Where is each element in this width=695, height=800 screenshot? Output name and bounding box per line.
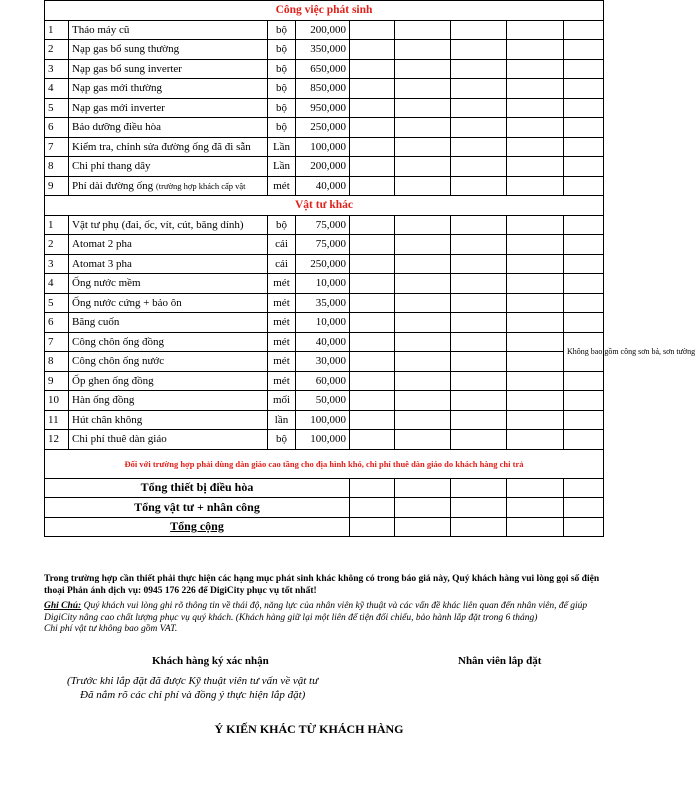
item-name — [69, 137, 268, 157]
empty-cell — [350, 118, 395, 138]
item-name-text: Công chôn ống đồng — [72, 335, 164, 348]
empty-cell — [451, 215, 507, 235]
table-row — [45, 215, 604, 235]
item-unit: bộ — [268, 20, 296, 40]
empty-cell — [564, 254, 604, 274]
ghi-chu — [44, 601, 609, 624]
item-name — [69, 40, 268, 60]
table-row — [45, 313, 604, 333]
item-name — [69, 176, 268, 196]
item-price: 100,000 — [296, 410, 350, 430]
empty-cell — [350, 391, 395, 411]
item-name — [69, 274, 268, 294]
item-unit: Lần — [268, 157, 296, 177]
item-unit: mét — [268, 293, 296, 313]
item-unit: bộ — [268, 98, 296, 118]
item-price: 75,000 — [296, 235, 350, 255]
empty-cell — [395, 332, 451, 352]
item-price: 60,000 — [296, 371, 350, 391]
empty-cell — [507, 235, 564, 255]
item-name-text: Chi phí thuê dàn giáo — [72, 433, 167, 446]
row-number: 7 — [45, 137, 69, 157]
empty-cell — [350, 313, 395, 333]
item-price: 100,000 — [296, 137, 350, 157]
scaffold-note-row — [45, 449, 604, 478]
item-unit: cái — [268, 254, 296, 274]
empty-cell — [395, 274, 451, 294]
item-name-text: Phí dài đường ống — [72, 179, 154, 192]
item-name-text: Băng cuốn — [72, 316, 120, 329]
empty-cell — [350, 410, 395, 430]
row-number: 11 — [45, 410, 69, 430]
empty-cell — [395, 79, 451, 99]
grand-total-label: Tổng cộng — [45, 517, 350, 537]
table-row — [45, 332, 604, 352]
empty-cell — [507, 293, 564, 313]
item-name-text: Bảo dưỡng điều hòa — [72, 121, 162, 134]
table-row — [45, 235, 604, 255]
total-row — [45, 498, 604, 518]
quotation-sheet — [44, 0, 695, 537]
empty-cell — [564, 118, 604, 138]
empty-cell — [507, 498, 564, 518]
empty-cell — [395, 478, 451, 498]
empty-cell — [507, 313, 564, 333]
empty-cell — [395, 235, 451, 255]
row-number: 3 — [45, 254, 69, 274]
empty-cell — [451, 352, 507, 372]
empty-cell — [350, 478, 395, 498]
empty-cell — [451, 274, 507, 294]
item-name-text: Công chôn ống nước — [72, 355, 165, 368]
empty-cell — [451, 20, 507, 40]
empty-cell — [507, 517, 564, 537]
item-price: 10,000 — [296, 274, 350, 294]
item-name-note: (trường hợp khách cấp vật — [155, 180, 246, 191]
customer-opinion-title: Ý KIẾN KHÁC TỪ KHÁCH HÀNG — [214, 722, 404, 736]
item-name-text: Ống nước mềm — [72, 277, 141, 290]
empty-cell — [564, 410, 604, 430]
item-name — [69, 79, 268, 99]
empty-cell — [395, 371, 451, 391]
empty-cell — [451, 410, 507, 430]
empty-cell — [507, 410, 564, 430]
scaffold-note: Đối với trường hợp phải dùng dàn giáo cao tầng cho địa hình khó, chi phí thuê dàn giáo do khách hàng chi trả — [45, 449, 604, 478]
empty-cell — [507, 137, 564, 157]
empty-cell — [395, 410, 451, 430]
table-row — [45, 98, 604, 118]
item-unit: mét — [268, 313, 296, 333]
item-price: 10,000 — [296, 313, 350, 333]
item-unit: cái — [268, 235, 296, 255]
item-unit: bộ — [268, 215, 296, 235]
item-price: 30,000 — [296, 352, 350, 372]
item-unit: bộ — [268, 59, 296, 79]
empty-cell — [564, 313, 604, 333]
empty-cell — [451, 118, 507, 138]
empty-cell — [451, 498, 507, 518]
empty-cell — [564, 517, 604, 537]
empty-cell — [350, 517, 395, 537]
empty-cell — [395, 293, 451, 313]
item-name-text: Hàn ống đồng — [72, 394, 135, 407]
ghi-chu-text: Quý khách vui lòng ghi rõ thông tin về thái độ, năng lực của nhân viên kỹ thuật và các vấn đề khác liên quan đến nhân viên, để giúp DigiCity nâng cao chất lượng phục vụ quý khách. (Khách hàng giữ lại một liên để tiện đối chiếu, bảo hành lắp đặt trong 6 tháng) — [44, 601, 588, 623]
empty-cell — [350, 176, 395, 196]
empty-cell — [451, 235, 507, 255]
section-header-row — [45, 196, 604, 216]
item-name — [69, 98, 268, 118]
total-materials-labor-label: Tổng vật tư + nhân công — [45, 498, 350, 518]
item-name-text: Vật tư phụ (đai, ốc, vít, cút, băng dính) — [72, 218, 244, 231]
table-row — [45, 157, 604, 177]
empty-cell — [451, 391, 507, 411]
empty-cell — [451, 98, 507, 118]
item-name-text: Nạp gas bổ sung inverter — [72, 62, 182, 75]
empty-cell — [451, 293, 507, 313]
item-name — [69, 293, 268, 313]
empty-cell — [564, 215, 604, 235]
table-row — [45, 274, 604, 294]
item-unit: mét — [268, 176, 296, 196]
empty-cell — [451, 517, 507, 537]
empty-cell — [350, 137, 395, 157]
row-number: 8 — [45, 157, 69, 177]
empty-cell — [350, 98, 395, 118]
empty-cell — [451, 254, 507, 274]
staff-signature-label: Nhân viên lắp đặt — [458, 655, 542, 667]
empty-cell — [507, 20, 564, 40]
empty-cell — [507, 430, 564, 450]
total-equipment-label: Tổng thiết bị điều hòa — [45, 478, 350, 498]
empty-cell — [395, 313, 451, 333]
empty-cell — [507, 352, 564, 372]
item-unit: lần — [268, 410, 296, 430]
empty-cell — [350, 332, 395, 352]
item-price: 650,000 — [296, 59, 350, 79]
item-name — [69, 410, 268, 430]
empty-cell — [507, 254, 564, 274]
empty-cell — [507, 98, 564, 118]
empty-cell — [564, 40, 604, 60]
item-name-text: Nạp gas bổ sung thường — [72, 43, 180, 56]
notice-text: Trong trường hợp cần thiết phải thực hiện các hạng mục phát sinh khác không có trong báo giá này, Quý khách hàng vui lòng gọi số điện thoại Phản ánh dịch vụ: 0945 176 226 để DigiCity phục vụ tốt nhất! — [44, 574, 600, 596]
item-name — [69, 430, 268, 450]
item-name-text: Atomat 2 pha — [72, 238, 132, 251]
row-number: 4 — [45, 79, 69, 99]
item-note: Không bao gồm công sơn bả, sơn tường — [564, 332, 604, 371]
customer-signature-label: Khách hàng ký xác nhận — [152, 655, 269, 667]
item-price: 200,000 — [296, 20, 350, 40]
item-unit: bộ — [268, 430, 296, 450]
row-number: 9 — [45, 176, 69, 196]
empty-cell — [507, 391, 564, 411]
empty-cell — [507, 59, 564, 79]
empty-cell — [395, 498, 451, 518]
empty-cell — [564, 157, 604, 177]
empty-cell — [350, 79, 395, 99]
empty-cell — [507, 332, 564, 352]
row-number: 6 — [45, 118, 69, 138]
item-name — [69, 332, 268, 352]
empty-cell — [451, 137, 507, 157]
empty-cell — [395, 137, 451, 157]
empty-cell — [395, 215, 451, 235]
empty-cell — [507, 274, 564, 294]
item-name — [69, 118, 268, 138]
empty-cell — [395, 430, 451, 450]
empty-cell — [395, 118, 451, 138]
item-name-text: Tháo máy cũ — [72, 23, 130, 36]
empty-cell — [451, 430, 507, 450]
empty-cell — [564, 176, 604, 196]
row-number: 2 — [45, 40, 69, 60]
table-row — [45, 79, 604, 99]
empty-cell — [564, 498, 604, 518]
item-name-text: Nạp gas mới thường — [72, 82, 163, 95]
empty-cell — [350, 371, 395, 391]
item-unit: bộ — [268, 40, 296, 60]
row-number: 1 — [45, 215, 69, 235]
row-number: 10 — [45, 391, 69, 411]
total-row — [45, 478, 604, 498]
total-row — [45, 517, 604, 537]
item-name — [69, 313, 268, 333]
item-price: 100,000 — [296, 430, 350, 450]
item-unit: mét — [268, 352, 296, 372]
customer-note-1: (Trước khi lắp đặt đã được Kỹ thuật viên tư vấn về vật tư — [67, 675, 319, 687]
empty-cell — [395, 98, 451, 118]
empty-cell — [350, 352, 395, 372]
table-row — [45, 410, 604, 430]
section-header-row — [45, 1, 604, 21]
empty-cell — [350, 274, 395, 294]
item-name — [69, 20, 268, 40]
item-name — [69, 391, 268, 411]
item-name — [69, 59, 268, 79]
item-name-text: Hút chân không — [72, 413, 143, 426]
empty-cell — [350, 254, 395, 274]
ghi-chu-label: Ghi Chú: — [44, 601, 82, 611]
table-row — [45, 254, 604, 274]
row-number: 6 — [45, 313, 69, 333]
item-name — [69, 157, 268, 177]
item-name — [69, 215, 268, 235]
empty-cell — [395, 254, 451, 274]
empty-cell — [507, 215, 564, 235]
row-number: 2 — [45, 235, 69, 255]
empty-cell — [395, 176, 451, 196]
item-price: 250,000 — [296, 118, 350, 138]
item-name — [69, 254, 268, 274]
item-price: 250,000 — [296, 254, 350, 274]
table-row — [45, 59, 604, 79]
item-name — [69, 235, 268, 255]
empty-cell — [451, 79, 507, 99]
empty-cell — [564, 98, 604, 118]
item-price: 35,000 — [296, 293, 350, 313]
item-price: 75,000 — [296, 215, 350, 235]
empty-cell — [350, 215, 395, 235]
row-number: 5 — [45, 98, 69, 118]
item-unit: bộ — [268, 79, 296, 99]
empty-cell — [564, 391, 604, 411]
empty-cell — [451, 157, 507, 177]
item-price: 40,000 — [296, 176, 350, 196]
item-unit: mét — [268, 371, 296, 391]
vat-note: Chi phí vật tư không bao gồm VAT. — [44, 624, 178, 634]
item-name-text: Nạp gas mới inverter — [72, 101, 165, 114]
row-number: 5 — [45, 293, 69, 313]
item-name-text: Ốp ghen ống đồng — [72, 374, 154, 387]
empty-cell — [395, 391, 451, 411]
empty-cell — [507, 118, 564, 138]
empty-cell — [564, 371, 604, 391]
empty-cell — [564, 79, 604, 99]
section-title: Công việc phát sinh — [45, 1, 604, 21]
empty-cell — [350, 235, 395, 255]
empty-cell — [451, 478, 507, 498]
empty-cell — [564, 478, 604, 498]
table-row — [45, 40, 604, 60]
empty-cell — [507, 478, 564, 498]
row-number: 3 — [45, 59, 69, 79]
item-name-text: Ống nước cứng + bảo ôn — [72, 296, 182, 309]
row-number: 4 — [45, 274, 69, 294]
table-row — [45, 176, 604, 196]
empty-cell — [395, 20, 451, 40]
empty-cell — [451, 40, 507, 60]
item-name — [69, 371, 268, 391]
empty-cell — [564, 20, 604, 40]
empty-cell — [395, 517, 451, 537]
empty-cell — [451, 332, 507, 352]
item-price: 850,000 — [296, 79, 350, 99]
empty-cell — [564, 293, 604, 313]
empty-cell — [350, 40, 395, 60]
table-row — [45, 352, 604, 372]
table-row — [45, 430, 604, 450]
empty-cell — [451, 59, 507, 79]
empty-cell — [451, 371, 507, 391]
item-price: 40,000 — [296, 332, 350, 352]
item-unit: bộ — [268, 118, 296, 138]
item-unit: mét — [268, 332, 296, 352]
empty-cell — [564, 137, 604, 157]
table-row — [45, 371, 604, 391]
row-number: 8 — [45, 352, 69, 372]
empty-cell — [507, 40, 564, 60]
row-number: 12 — [45, 430, 69, 450]
row-number: 9 — [45, 371, 69, 391]
customer-note-2: Đã nắm rõ các chi phí và đồng ý thực hiện lắp đặt) — [80, 689, 306, 701]
empty-cell — [350, 498, 395, 518]
item-unit: mối — [268, 391, 296, 411]
section-title: Vật tư khác — [45, 196, 604, 216]
empty-cell — [350, 20, 395, 40]
empty-cell — [564, 59, 604, 79]
empty-cell — [564, 235, 604, 255]
empty-cell — [507, 157, 564, 177]
table-row — [45, 391, 604, 411]
item-unit: Lần — [268, 137, 296, 157]
empty-cell — [507, 79, 564, 99]
empty-cell — [564, 274, 604, 294]
empty-cell — [350, 59, 395, 79]
notes-area — [44, 574, 609, 636]
table-row — [45, 293, 604, 313]
table-row — [45, 118, 604, 138]
item-price: 350,000 — [296, 40, 350, 60]
table-row — [45, 20, 604, 40]
row-number: 1 — [45, 20, 69, 40]
empty-cell — [451, 176, 507, 196]
item-price: 950,000 — [296, 98, 350, 118]
table-row — [45, 137, 604, 157]
empty-cell — [564, 430, 604, 450]
item-name-text: Chi phí thang dây — [72, 160, 151, 173]
empty-cell — [395, 352, 451, 372]
item-name-text: Kiểm tra, chỉnh sửa đường ống đã đi sẵn — [72, 140, 251, 153]
empty-cell — [395, 157, 451, 177]
item-price: 200,000 — [296, 157, 350, 177]
item-name — [69, 352, 268, 372]
empty-cell — [507, 176, 564, 196]
item-price: 50,000 — [296, 391, 350, 411]
empty-cell — [395, 40, 451, 60]
price-table — [44, 0, 695, 537]
empty-cell — [350, 430, 395, 450]
empty-cell — [451, 313, 507, 333]
empty-cell — [507, 371, 564, 391]
item-name-text: Atomat 3 pha — [72, 257, 132, 270]
empty-cell — [350, 157, 395, 177]
row-number: 7 — [45, 332, 69, 352]
item-unit: mét — [268, 274, 296, 294]
empty-cell — [395, 59, 451, 79]
empty-cell — [350, 293, 395, 313]
